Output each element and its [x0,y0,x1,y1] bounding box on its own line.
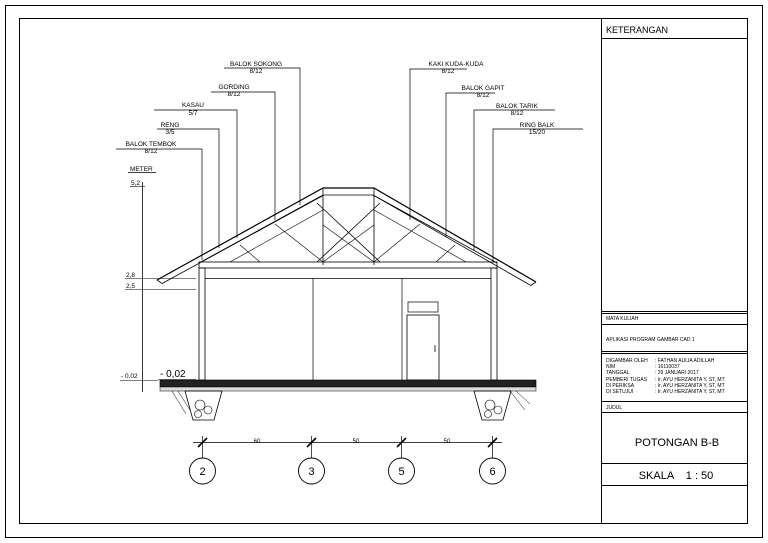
building-section [157,188,536,420]
info-val-5: : Ir. AYU HERZANITA Y, ST, MT [655,389,725,395]
label-balok-tembok-size: 8/12 [144,148,158,155]
label-kasau: KASAU [181,102,205,109]
info-key-2: TANGGAL [606,370,630,376]
label-kaki-kuda-kuda: KAKI KUDA-KUDA [428,61,484,68]
mata-kuliah-value: APLIKASI PROGRAM GAMBAR CAD 1 [606,337,695,343]
axis-bubbles [190,458,506,484]
info-key-5: DI SETUJUI [606,389,634,395]
label-balok-sokong-size: 8/12 [249,68,263,75]
axis-label-6: 6 [489,466,496,478]
label-reng: RENG [160,122,180,129]
wall-left [199,268,205,380]
roof-outline-lower [163,195,530,285]
dimension-2: 50 [352,439,360,445]
outer-border [6,6,763,538]
level-floor: - 0,02 [160,369,186,380]
info-key-3: PEMBERI TUGAS [606,377,648,383]
info-val-0: : FATHAN AULIA ADILLAH [655,358,715,364]
judul-label: JUDUL [606,405,623,411]
wall-right [491,268,497,380]
info-table [606,358,725,395]
label-kasau-size: 5/7 [188,110,198,117]
dimension-line [193,436,502,458]
title-block [602,25,748,486]
foundation-right [474,391,511,420]
label-balok-sokong: BALOK SOKONG [229,61,283,68]
label-kaki-kuda-kuda-size: 8/12 [441,68,455,75]
label-balok-gapit-size: 8/12 [476,92,490,99]
foundation-left [185,391,222,420]
label-balok-tarik: BALOK TARIK [495,103,539,110]
judul-value: POTONGAN B-B [634,437,720,449]
axis-label-2: 2 [199,466,206,478]
skala-value: SKALA 1 : 50 [638,470,714,482]
label-balok-tembok: BALOK TEMBOK [125,141,177,148]
info-key-4: DI PERIKSA [606,383,635,389]
dimension-1: 60 [253,439,261,445]
info-val-4: : Ir. AYU HERZANITA Y, ST, MT [655,383,725,389]
label-gording-size: 8/12 [227,91,241,98]
info-key-1: NIM [606,364,616,370]
level-5-2: 5,2 [131,180,141,187]
mata-kuliah-label: MATA KULIAH [606,316,639,322]
info-key-0: DIGAMBAR OLEH [606,358,648,364]
level-2-8: 2,8 [126,272,136,279]
door [407,315,439,380]
callout-labels [126,61,555,155]
label-balok-gapit: BALOK GAPIT [461,85,505,92]
keterangan-title: KETERANGAN [606,25,669,35]
axis-label-5: 5 [398,466,405,478]
level-ground: - 0,02 [121,373,138,380]
floor-slab [160,380,536,387]
level-title: METER [130,166,153,173]
level-2-5: 2,5 [126,283,136,290]
label-gording: GORDING [218,84,250,91]
axis-label-3: 3 [308,466,315,478]
label-ring-balk-size: 15/20 [528,129,546,136]
label-ring-balk: RING BALK [519,122,555,129]
info-val-3: : Ir. AYU HERZANITA Y, ST, MT [655,377,725,383]
door-transom [408,302,438,312]
label-balok-tarik-size: 8/12 [510,110,524,117]
label-reng-size: 3/5 [165,129,175,136]
info-val-1: : 16110037 [655,364,680,370]
tie-beam [199,262,497,268]
dimension-3: 50 [443,439,451,445]
info-val-2: : 29 JANUARI 2017 [655,370,699,376]
